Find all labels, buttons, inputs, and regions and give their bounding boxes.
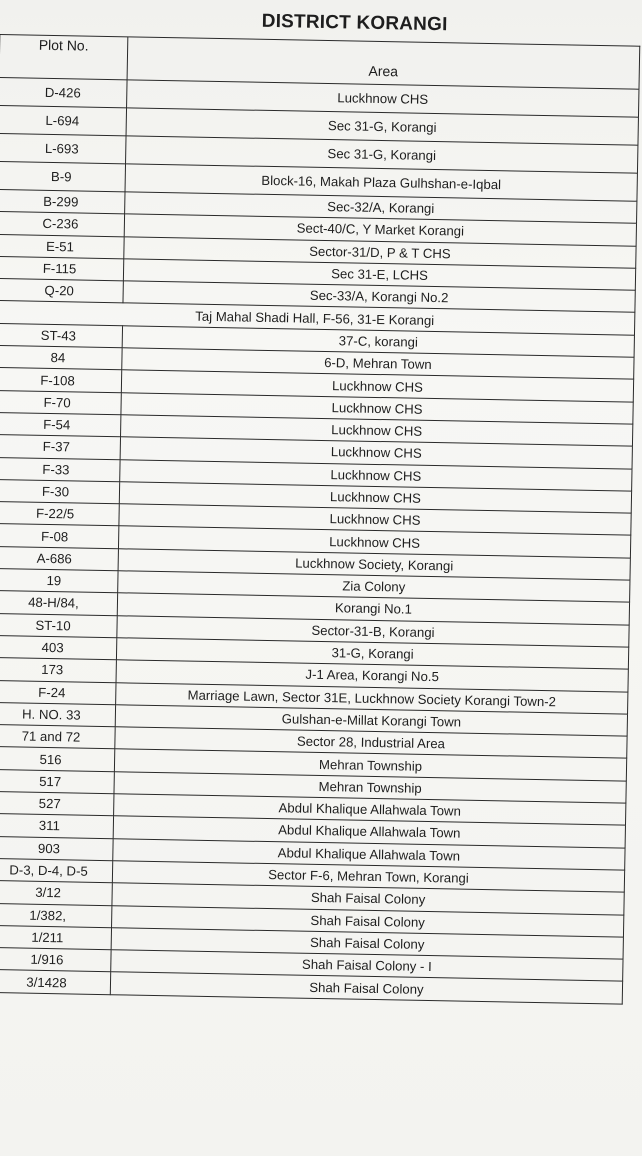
area-cell: Sector F-6, Mehran Town, Korangi: [112, 861, 624, 893]
area-cell: Sector-31/D, P & T CHS: [124, 236, 636, 268]
area-cell: Block-16, Makah Plaza Gulhshan-e-Iqbal: [125, 164, 637, 201]
plot-no-cell: F-08: [0, 524, 119, 549]
area-cell: 6-D, Mehran Town: [122, 348, 634, 380]
area-cell: Luckhnow Society, Korangi: [118, 549, 630, 581]
header-plot-no: Plot No.: [0, 35, 128, 80]
plot-no-cell: 903: [0, 836, 113, 861]
plot-no-cell: F-37: [0, 435, 121, 460]
plot-no-cell: E-51: [0, 234, 124, 259]
area-cell: 37-C, korangi: [122, 326, 634, 358]
area-cell: Sec 31-G, Korangi: [126, 108, 638, 145]
plot-no-cell: 311: [0, 814, 114, 839]
area-cell: Gulshan-e-Millat Korangi Town: [115, 705, 627, 737]
plot-no-cell: D-426: [0, 77, 127, 107]
plot-no-cell: F-54: [0, 412, 121, 437]
plot-no-cell: 1/211: [0, 925, 112, 950]
area-cell: Sect-40/C, Y Market Korangi: [124, 214, 636, 246]
plot-no-cell: Q-20: [0, 279, 123, 304]
area-cell: Marriage Lawn, Sector 31E, Luckhnow Society Korangi Town-2: [116, 682, 628, 714]
area-cell: Shah Faisal Colony: [112, 905, 624, 937]
plot-no-cell: F-108: [0, 368, 122, 393]
area-cell: Sec-33/A, Korangi No.2: [123, 281, 635, 313]
area-cell: Sec-32/A, Korangi: [125, 192, 637, 224]
plot-no-cell: 516: [0, 747, 115, 772]
area-cell: Luckhnow CHS: [127, 80, 639, 117]
plot-no-cell: C-236: [0, 212, 125, 237]
area-cell: Abdul Khalique Allahwala Town: [113, 838, 625, 870]
plot-no-cell: F-70: [0, 390, 121, 415]
plot-no-cell: 48-H/84,: [0, 591, 118, 616]
plot-no-cell: ST-43: [0, 323, 123, 348]
area-cell: Shah Faisal Colony: [112, 883, 624, 915]
plot-no-cell: A-686: [0, 546, 118, 571]
plot-no-cell: 403: [0, 635, 117, 660]
plot-no-cell: L-694: [0, 105, 127, 135]
plot-no-cell: 1/916: [0, 947, 111, 972]
plot-no-cell: 19: [0, 568, 118, 593]
plot-no-cell: D-3, D-4, D-5: [0, 858, 113, 883]
plot-no-cell: H. NO. 33: [0, 702, 116, 727]
page-title: DISTRICT KORANGI: [261, 10, 448, 36]
area-cell: Abdul Khalique Allahwala Town: [114, 794, 626, 826]
area-cell: Luckhnow CHS: [118, 526, 630, 558]
plot-no-cell: 71 and 72: [0, 725, 115, 750]
area-cell: Mehran Township: [114, 771, 626, 803]
area-cell: J-1 Area, Korangi No.5: [116, 660, 628, 692]
area-cell: Sec 31-E, LCHS: [123, 259, 635, 291]
area-cell: 31-G, Korangi: [116, 638, 628, 670]
header-area: Area: [127, 37, 640, 89]
area-cell: Sector-31-B, Korangi: [117, 615, 629, 647]
area-cell: Luckhnow CHS: [121, 415, 633, 447]
plot-no-cell: F-30: [0, 479, 120, 504]
plot-no-cell: 3/12: [0, 881, 112, 906]
plot-no-cell: 84: [0, 346, 122, 371]
plots-table: [0, 34, 640, 1004]
plot-no-cell: B-9: [0, 161, 126, 191]
area-cell: Luckhnow CHS: [120, 437, 632, 469]
area-cell: Zia Colony: [118, 571, 630, 603]
area-cell: Luckhnow CHS: [119, 504, 631, 536]
area-cell: Sector 28, Industrial Area: [115, 727, 627, 759]
plot-no-cell: F-24: [0, 680, 116, 705]
table-body: [0, 77, 639, 1003]
area-cell: Sec 31-G, Korangi: [126, 136, 638, 173]
area-cell: Luckhnow CHS: [120, 459, 632, 491]
area-cell: Abdul Khalique Allahwala Town: [113, 816, 625, 848]
area-cell: Shah Faisal Colony: [111, 927, 623, 959]
plot-no-cell: 527: [0, 791, 114, 816]
plot-no-cell: 1/382,: [0, 903, 112, 928]
plot-no-cell: 517: [0, 769, 114, 794]
plot-no-cell: B-299: [0, 189, 125, 214]
area-cell: Luckhnow CHS: [121, 370, 633, 402]
plot-no-cell: F-33: [0, 457, 120, 482]
area-cell: Mehran Township: [114, 749, 626, 781]
area-cell: Korangi No.1: [117, 593, 629, 625]
plot-no-cell: ST-10: [0, 613, 117, 638]
plot-no-cell: F-22/5: [0, 502, 119, 527]
area-cell: Luckhnow CHS: [119, 482, 631, 514]
plot-no-cell: 3/1428: [0, 970, 111, 995]
area-cell: Shah Faisal Colony - I: [111, 950, 623, 982]
area-cell: Luckhnow CHS: [121, 392, 633, 424]
plot-no-cell: F-115: [0, 256, 124, 281]
plot-no-cell: L-693: [0, 133, 126, 163]
plot-no-cell: 173: [0, 658, 116, 683]
area-cell: Shah Faisal Colony: [110, 972, 622, 1004]
area-cell: Taj Mahal Shadi Hall, F-56, 31-E Korangi: [0, 301, 635, 335]
